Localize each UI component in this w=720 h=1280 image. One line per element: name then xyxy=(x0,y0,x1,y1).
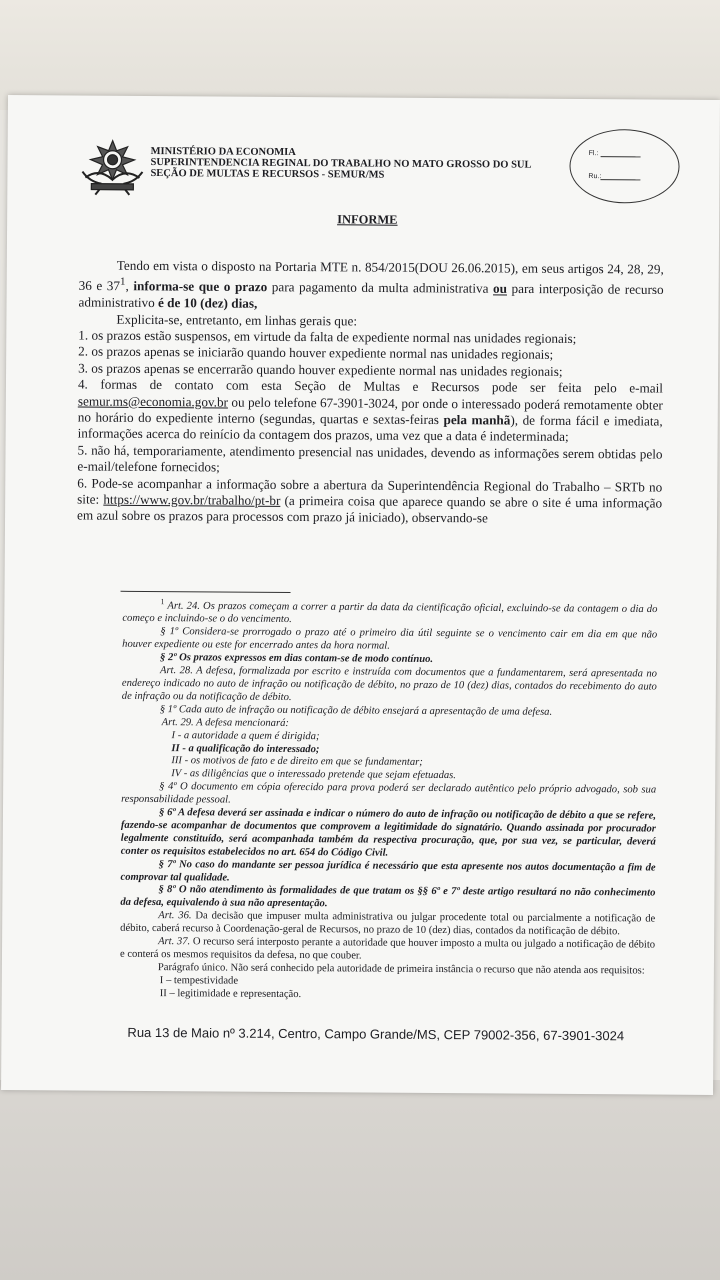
fn-art28-label: Art. 28. xyxy=(159,665,193,677)
fn-art24-label: Art. 24. xyxy=(167,600,200,612)
item6-text-end: (a primeira coisa que aparece quando se abre o site é uma informação em azul sobre os prazos para processos com prazo já iniciado), observando-se xyxy=(77,492,663,526)
fn-art29-p8: § 8º O não atendimento às formalidades de que tratam os §§ 6º e 7º deste artigo resultará no não conhecimento da defesa, equivalendo à sua não apresentação. xyxy=(120,884,656,910)
intro-text-mid: para pagamento da multa administrativa xyxy=(267,279,494,297)
list-item-6 xyxy=(77,475,662,528)
fn-art29-p6: § 6º A defesa deverá ser assinada e indicar o número do auto de infração ou notificação de débito a que se refere, fazendo-se acompanhar de documentos que comprovem a legitimidade do signatário. Quando assinada por procurador legalmente constituído, será acompanhada também da respectiva procuração, que, por sua vez, se particular, deverá conter os requisitos estabelecidos no art. 654 do Código Civil. xyxy=(120,807,657,859)
footnote-divider xyxy=(121,591,291,593)
item6-text: 6. Pode-se acompanhar a informação sobre a abertura da Superintendência Regional do Trabalho – SRTb no site: xyxy=(77,475,663,507)
intro-bold-days: é de 10 (dez) dias, xyxy=(157,295,258,311)
background-surface xyxy=(0,1080,720,1280)
fn-art36-label: Art. 36. xyxy=(158,910,192,922)
fn-art29-text: A defesa mencionará: xyxy=(193,716,289,729)
email-link[interactable]: semur.ms@economia.gov.br xyxy=(77,393,229,410)
list-item-1: 1. os prazos estão suspensos, em virtude da falta de expediente normal nas unidades regionais; xyxy=(78,327,577,346)
fn-art37-pu: Parágrafo único. Não será conhecido pela autoridade de primeira instância o recurso que não atenda aos requisitos: xyxy=(157,961,645,977)
fn-art28 xyxy=(122,665,657,707)
intro-comma: , xyxy=(125,278,134,294)
fn-art37-text: O recurso será interposto perante a autoridade que houver imposto a multa ou julgado a notificação de débito e conterá os mesmos requisitos da defesa, no que couber. xyxy=(119,936,656,962)
fn-art24-text: Os prazos começam a correr a partir da data da cientificação oficial, excluindo-se da contagem o dia do começo e incluindo-se o do vencimento. xyxy=(122,600,658,626)
header-ministry: MINISTÉRIO DA ECONOMIA xyxy=(150,145,296,159)
fn-art28-p1: § 1º Cada auto de infração ou notificação de débito ensejará a apresentação de uma defesa. xyxy=(159,703,553,718)
stamp-fl-line xyxy=(601,156,641,157)
footnote-ref: 1 xyxy=(120,276,126,289)
fn-art29-iv: IV - as diligências que o interessado pretende que sejam efetuadas. xyxy=(171,768,456,782)
fn-art29-i: I - a autoridade a quem é dirigida; xyxy=(171,729,320,742)
fn-art24-p1: § 1º Considera-se prorrogado o prazo até o primeiro dia útil seguinte se o vencimento cair em dia em que não houver expediente ou este for encerrado antes da hora normal. xyxy=(122,626,658,652)
fn-art24 xyxy=(122,596,657,630)
protocol-stamp xyxy=(569,129,680,204)
item4-text-end: ), de forma fácil e imediata, informações acerca do reinício da contagem dos prazos, uma vez que a data é indeterminada; xyxy=(77,412,663,445)
intro-ou: ou xyxy=(493,281,508,297)
list-item-2: 2. os prazos apenas se iniciarão quando houver expediente normal nas unidades regionais; xyxy=(78,343,554,363)
page-title: INFORME xyxy=(337,212,398,227)
fn-art37-ii: II – legitimidade e representação. xyxy=(159,987,302,1000)
paragraph-intro xyxy=(78,257,663,315)
intro-bold-prazo: informa-se que o prazo xyxy=(133,278,268,295)
background-top xyxy=(0,0,720,110)
fn-art36 xyxy=(120,910,655,940)
fn-number: 1 xyxy=(160,597,165,607)
fn-art37-i: I – tempestividade xyxy=(159,974,239,987)
document-page xyxy=(1,95,720,1095)
paragraph-explicit: Explicita-se, entretanto, em linhas gerais que: xyxy=(116,311,358,329)
list-item-3: 3. os prazos apenas se encerrarão quando houver expediente normal nas unidades regionais; xyxy=(78,360,563,379)
fn-art29-p7: § 7º No caso do mandante ser pessoa jurídica é necessário que esta apresente nos autos documentação a fim de comprovar tal qualidade. xyxy=(120,858,656,884)
fn-art29-ii: II - a qualificação do interessado; xyxy=(171,742,320,755)
fn-art36-text: Da decisão que impuser multa administrativa ou julgar procedente total ou parcialmente a notificação de débito, caberá recurso à Coordenação-geral de Recursos, no prazo de 10 (dez) dias, contados da notificação de débito. xyxy=(120,910,656,938)
stamp-ru-label: Ru.: xyxy=(588,173,602,181)
item4-text: 4. formas de contato com esta Seção de Multas e Recursos pode ser feita pelo e-mail xyxy=(77,376,664,396)
item4-bold: pela manhã xyxy=(443,412,511,428)
list-item-4 xyxy=(78,377,663,447)
intro-text: Tendo em vista o disposto na Portaria MTE n. 854/2015(DOU 26.06.2015), em seus artigos 24, 28, 29, 36 e 37 xyxy=(78,257,664,294)
fn-art29-label: Art. 29. xyxy=(161,716,194,728)
item4-text-mid: ou pelo telefone 67-3901-3024, por onde o interessado poderá remotamente obter no horário do expediente interno (segundas, quartas e sextas-feiras xyxy=(77,394,663,428)
body-text xyxy=(77,257,664,528)
website-link[interactable]: https://www.gov.br/trabalho/pt-br xyxy=(103,491,281,508)
header-superintendency: SUPERINTENDENCIA REGINAL DO TRABALHO NO MATO GROSSO DO SUL xyxy=(150,156,532,171)
stamp-fl-label: Fl.: xyxy=(588,150,599,158)
header-section: SEÇÃO DE MULTAS E RECURSOS - SEMUR/MS xyxy=(150,167,385,181)
fn-art28-text: A defesa, formalizada por escrito e instruída com documentos que a fundamentarem, será apresentada no endereço indicado no auto de infração ou notificação de débito, no prazo de 10 (dez) dias, contados do recebimento do auto de infração ou da notificação de débito. xyxy=(121,665,658,703)
coat-of-arms-icon xyxy=(79,138,145,196)
fn-art37-label: Art. 37. xyxy=(158,936,191,948)
stamp-ru-line xyxy=(600,179,640,180)
fn-art29-iii: III - os motivos de fato e de direito em que se fundamentar; xyxy=(171,755,423,769)
fn-art37 xyxy=(120,936,655,966)
list-item-5: 5. não há, temporariamente, atendimento presencial nas unidades, devendo as informações serem obtidas pelo e-mail/telefone fornecidos; xyxy=(77,442,663,475)
fn-art29-p4: § 4º O documento em cópia oferecido para prova poderá ser declarado autêntico pelo próprio advogado, sob sua responsabilidade pessoal. xyxy=(121,781,657,806)
fn-art24-p2: § 2º Os prazos expressos em dias contam-se de modo contínuo. xyxy=(160,652,434,666)
intro-text-end: para interposição de recurso administrativo xyxy=(78,281,664,311)
footer-address: Rua 13 de Maio nº 3.214, Centro, Campo Grande/MS, CEP 79002-356, 67-3901-3024 xyxy=(127,1024,625,1044)
footnote xyxy=(120,596,658,1004)
